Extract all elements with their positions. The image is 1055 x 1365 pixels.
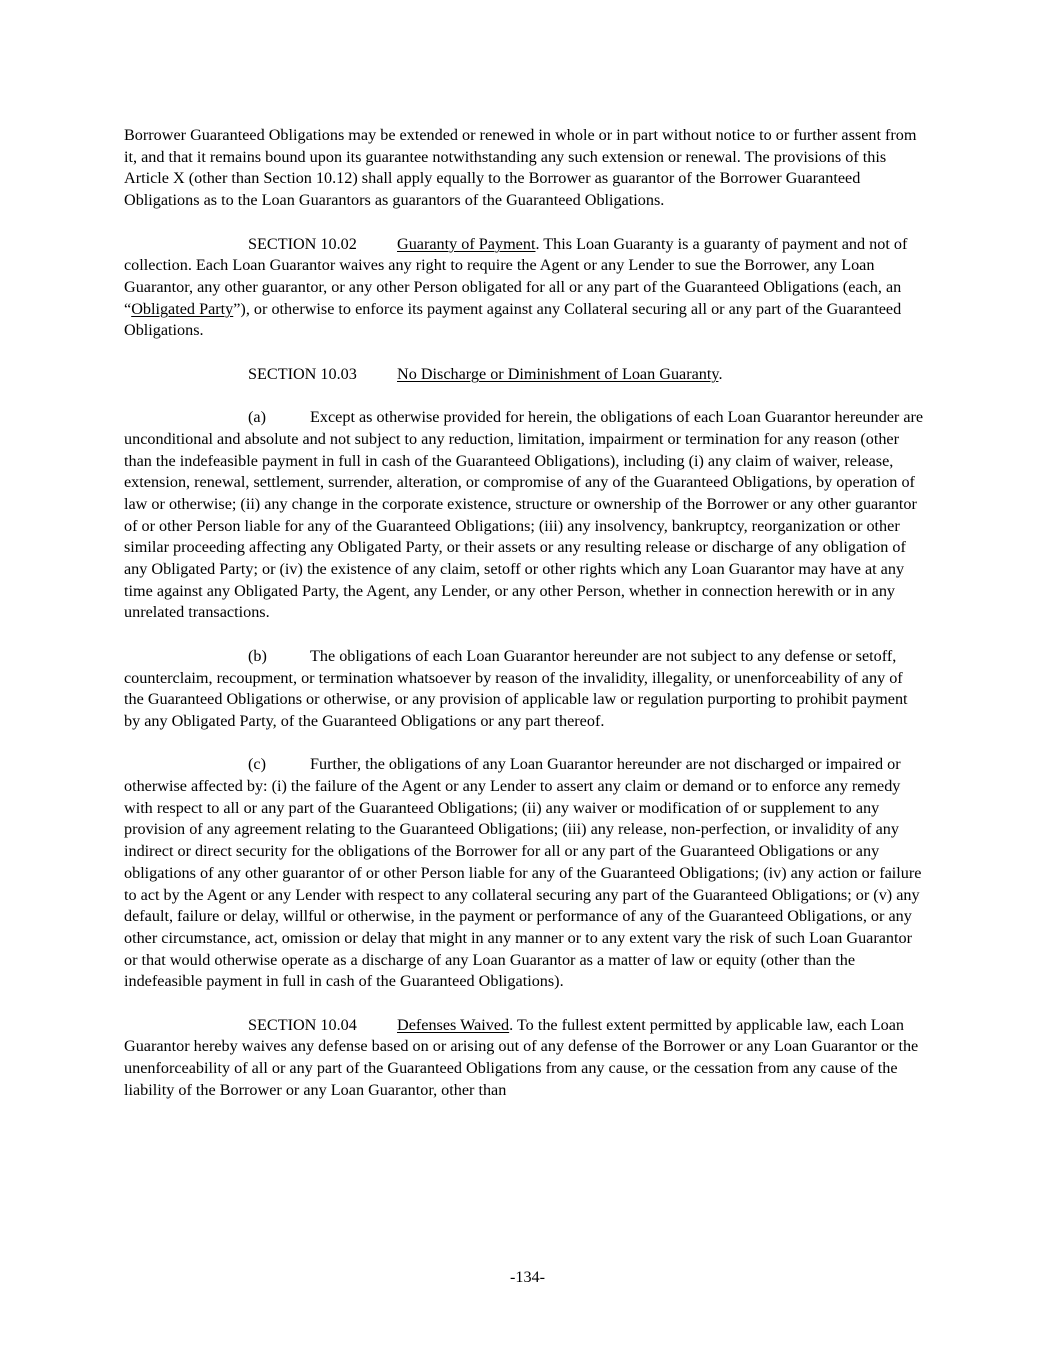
item-label: (a): [248, 408, 266, 427]
section-10-03-item-a: [124, 407, 924, 624]
section-10-03-item-b: [124, 646, 924, 733]
document-page: [124, 125, 924, 1123]
item-text: Further, the obligations of any Loan Guarantor hereunder are not discharged or impaired or otherwise affected by: (i) the failure of the Agent or any Lender to assert any claim or demand or to enforce any remedy with respect to all or any part of the Guaranteed Obligations; (ii) any waiver or modification of or supplement to any provision of any agreement relating to the Guaranteed Obligations; (iii) any release, non-perfection, or invalidity of any indirect or direct security for the obligations of the Borrower for all or any part of the Guaranteed Obligations or any obligations of any other guarantor of or other Person liable for any of the Guaranteed Obligations; (iv) any action or failure to act by the Agent or any Lender with respect to any collateral securing any part of the Guaranteed Obligations; or (v) any default, failure or delay, willful or otherwise, in the payment or performance of any of the Guaranteed Obligations, or any other circumstance, act, omission or delay that might in any manner or to any extent vary the risk of such Loan Guarantor or that would otherwise operate as a discharge of any Loan Guarantor as a matter of law or equity (other than the indefeasible payment in full in cash of the Guaranteed Obligations).: [124, 755, 922, 991]
item-text: The obligations of each Loan Guarantor hereunder are not subject to any defense or setoff, counterclaim, recoupment, or termination whatsoever by reason of the invalidity, illegality, or unenforceability of any of the Guaranteed Obligations or otherwise, or any provision of applicable law or regulation purporting to prohibit payment by any Obligated Party, of the Guaranteed Obligations or any part thereof.: [124, 646, 908, 730]
section-10-02-text-b: ”), or otherwise to enforce its payment against any Collateral securing all or any part of the Guaranteed Obligations.: [124, 299, 902, 340]
section-10-02-title: Guaranty of Payment: [397, 234, 536, 253]
section-10-02: [124, 234, 924, 343]
section-10-04-number: SECTION 10.04: [248, 1015, 357, 1034]
section-10-04: [124, 1015, 924, 1102]
section-10-03-number: SECTION 10.03: [248, 364, 357, 383]
defined-term-obligated-party: Obligated Party: [131, 299, 234, 318]
section-10-02-number: SECTION 10.02: [248, 234, 357, 253]
section-10-03-period: .: [718, 364, 723, 383]
section-10-02-text-a: . This Loan Guaranty is a guaranty of payment and not of collection. Each Loan Guarantor waives any right to require the Agent or any Lender to sue the Borrower, any Loan Guarantor, any other guarantor, or any other Person obligated for all or any part of the Guaranteed Obligations (each, an “: [124, 234, 908, 318]
page-number: -134-: [509, 1268, 546, 1286]
item-text: Except as otherwise provided for herein, the obligations of each Loan Guarantor hereunder are unconditional and absolute and not subject to any reduction, limitation, impairment or termination for any reason (other than the indefeasible payment in full in cash of the Guaranteed Obligations), including (i) any claim of waiver, release, extension, renewal, settlement, surrender, alteration, or compromise of any of the Guaranteed Obligations, by operation of law or otherwise; (ii) any change in the corporate existence, structure or ownership of the Borrower or any other guarantor of or other Person liable for any of the Guaranteed Obligations; (iii) any insolvency, bankruptcy, reorganization or other similar proceeding affecting any Obligated Party, or their assets or any resulting release or discharge of any obligation of any Obligated Party; or (iv) the existence of any claim, setoff or other rights which any Loan Guarantor may have at any time against any Obligated Party, the Agent, any Lender, or any other Person, whether in connection herewith or in any unrelated transactions.: [124, 408, 924, 622]
section-10-04-text: . To the fullest extent permitted by applicable law, each Loan Guarantor hereby waives any defense based on or arising out of any defense of the Borrower or any Loan Guarantor or the unenforceability of all or any part of the Guaranteed Obligations from any cause, or the cessation from any cause of the liability of the Borrower or any Loan Guarantor, other than: [124, 1015, 919, 1099]
paragraph-continuation-text: Borrower Guaranteed Obligations may be extended or renewed in whole or in part without notice to or further assent from it, and that it remains bound upon its guarantee notwithstanding any such extension or renewal. The provisions of this Article X (other than Section 10.12) shall apply equally to the Borrower as guarantor of the Borrower Guaranteed Obligations as to the Loan Guarantors as guarantors of the Guaranteed Obligations.: [124, 126, 917, 210]
section-10-03-title: No Discharge or Diminishment of Loan Guaranty: [397, 364, 719, 383]
section-10-03-heading: [124, 364, 924, 386]
paragraph-continuation: [124, 125, 924, 212]
section-10-04-title: Defenses Waived: [397, 1015, 510, 1034]
item-label: (c): [248, 755, 266, 774]
section-10-03-item-c: [124, 754, 924, 993]
item-label: (b): [248, 646, 267, 665]
